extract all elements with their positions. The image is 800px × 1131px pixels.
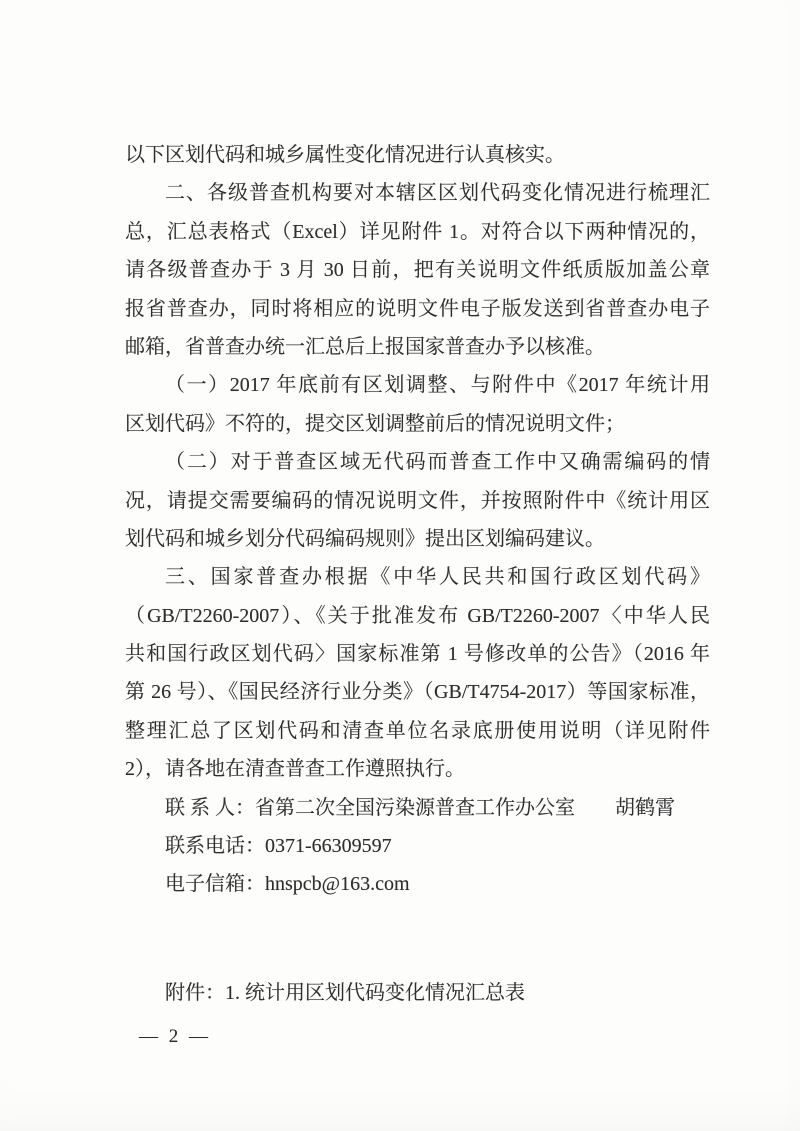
- paragraph-line: 区划代码》不符的，提交区划调整前后的情况说明文件；: [125, 412, 625, 435]
- contact-email-line: 电子信箱：hnspcb@163.com: [165, 873, 410, 896]
- paragraph-line: 共和国行政区划代码〉国家标准第 1 号修改单的公告》（2016 年: [125, 643, 710, 666]
- paragraph-line: （GB/T2260-2007）、《关于批准发布 GB/T2260-2007〈中华人民: [125, 604, 710, 627]
- document-body: [125, 136, 710, 1052]
- paragraph-line: 总，汇总表格式（Excel）详见附件 1。对符合以下两种情况的，: [125, 220, 710, 243]
- paragraph-line: 邮箱，省普查办统一汇总后上报国家普查办予以核准。: [125, 335, 605, 358]
- paragraph-line: 划代码和城乡划分代码编码规则》提出区划编码建议。: [125, 527, 605, 550]
- paragraph-line: 2），请各地在清查普查工作遵照执行。: [125, 758, 465, 781]
- paragraph-line: 三、国家普查办根据《中华人民共和国行政区划代码》: [165, 566, 710, 589]
- paragraph-line: 以下区划代码和城乡属性变化情况进行认真核实。: [125, 144, 565, 166]
- paragraph-line: （二）对于普查区域无代码而普查工作中又确需编码的情: [165, 451, 710, 474]
- contact-phone-line: 联系电话：0371-66309597: [165, 835, 392, 858]
- contact-person-line: 联 系 人：省第二次全国污染源普查工作办公室 胡鹤霄: [165, 796, 675, 819]
- paragraph-line: （一）2017 年底前有区划调整、与附件中《2017 年统计用: [165, 374, 710, 397]
- page-number: — 2 —: [139, 1026, 211, 1048]
- paragraph-line: 况，请提交需要编码的情况说明文件，并按照附件中《统计用区: [125, 489, 710, 512]
- paragraph-line: 整理汇总了区划代码和清查单位名录底册使用说明（详见附件: [125, 719, 710, 742]
- paragraph-line: 第 26 号）、《国民经济行业分类》（GB/T4754-2017）等国家标准，: [125, 681, 710, 704]
- paragraph-line: 二、各级普查机构要对本辖区区划代码变化情况进行梳理汇: [165, 182, 710, 205]
- paragraph-line: 请各级普查办于 3 月 30 日前，把有关说明文件纸质版加盖公章: [125, 259, 710, 282]
- paragraph-line: 报省普查办，同时将相应的说明文件电子版发送到省普查办电子: [125, 297, 710, 320]
- attachment-line: 附件：1. 统计用区划代码变化情况汇总表: [165, 981, 525, 1004]
